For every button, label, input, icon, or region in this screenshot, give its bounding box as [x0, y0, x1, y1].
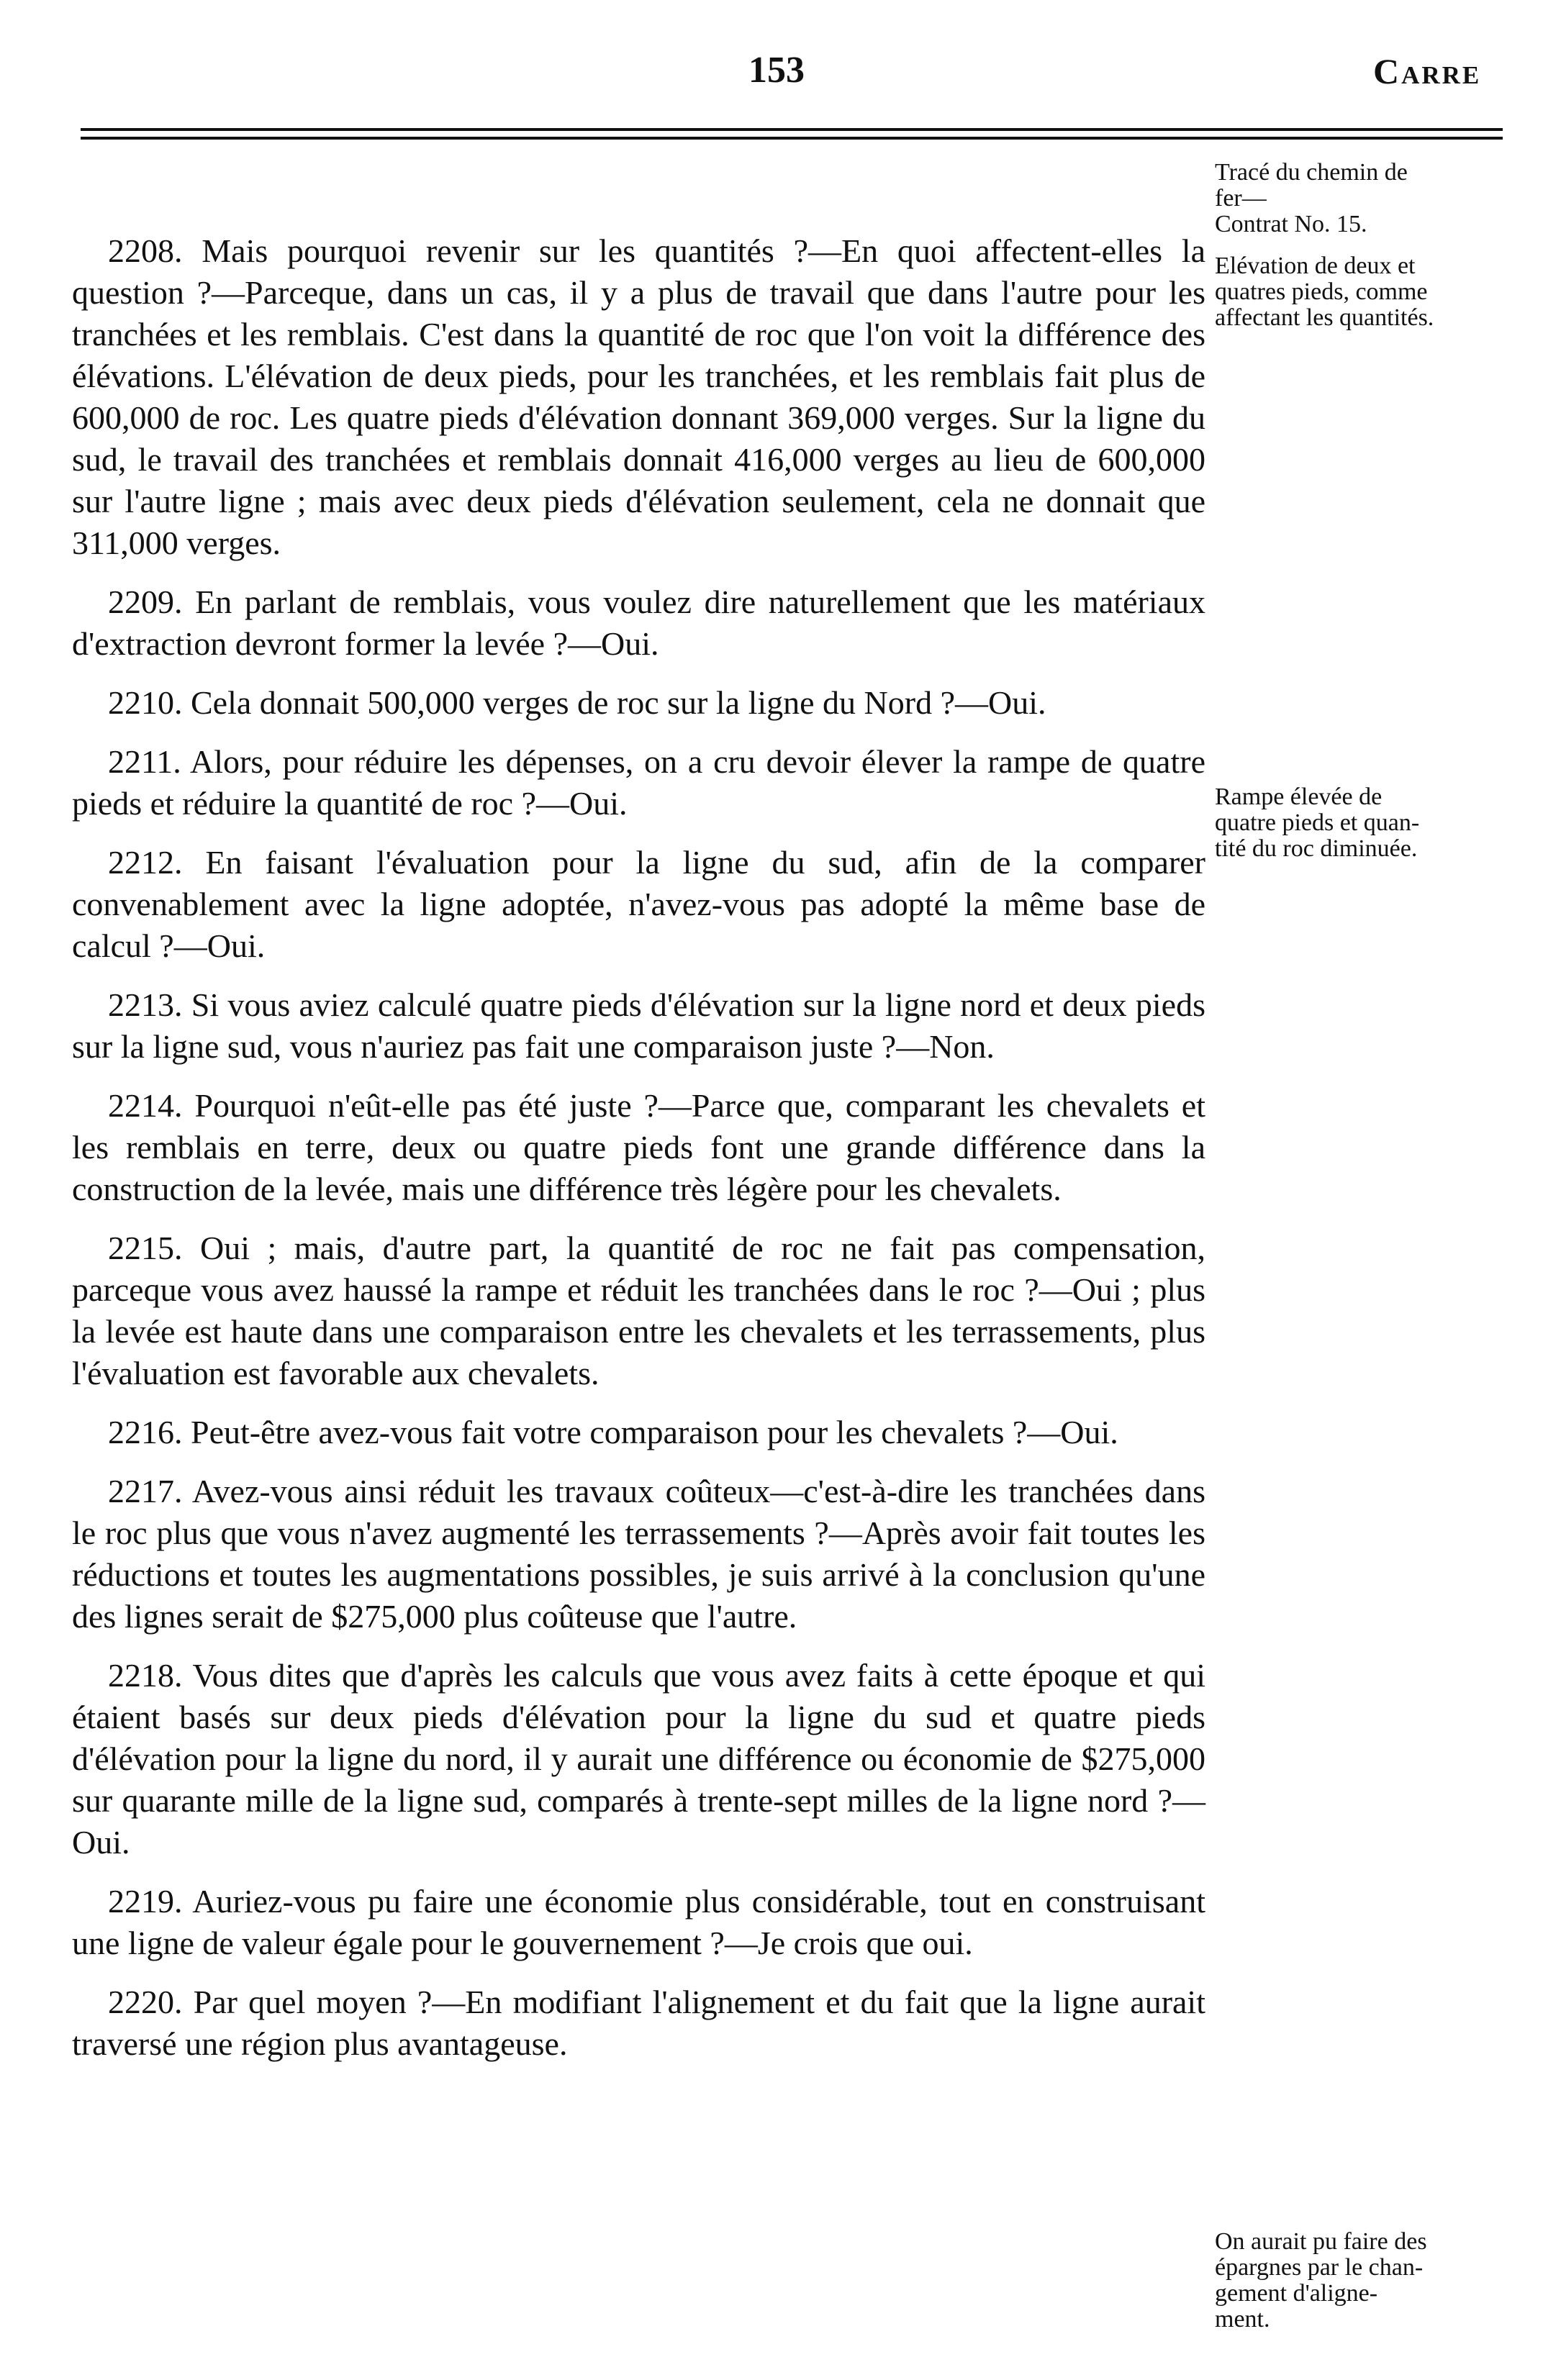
- sidenote: [1215, 2229, 1503, 2333]
- page-number: 153: [748, 50, 805, 91]
- sidenote: [1215, 160, 1503, 237]
- paragraph-2209: 2209. En parlant de remblais, vous voulez dire naturellement que les matériaux d'extraction devront former la levée ?—Oui.: [72, 583, 1205, 662]
- paragraph-2216: 2216. Peut-être avez-vous fait votre comparaison pour les chevalets ?—Oui.: [108, 1414, 1118, 1450]
- page-header: [0, 43, 1561, 101]
- paragraph-2219: 2219. Auriez-vous pu faire une économie plus considérable, tout en construisant une ligne de valeur égale pour le gouvernement ?—Je crois que oui.: [72, 1883, 1205, 1961]
- paragraph-2211: 2211. Alors, pour réduire les dépenses, on a cru devoir élever la rampe de quatre pieds et réduire la quantité de roc ?—Oui.: [72, 743, 1205, 822]
- sidenote-line: Tracé du chemin de: [1215, 159, 1408, 186]
- paragraph-2220: 2220. Par quel moyen ?—En modifiant l'alignement et du fait que la ligne aurait traversé une région plus avantageuse.: [72, 1984, 1205, 2062]
- sidenote-line: Contrat No. 15.: [1215, 211, 1367, 237]
- sidenote-line: gement d'aligne-: [1215, 2280, 1378, 2307]
- sidenote-line: quatres pieds, comme: [1215, 278, 1428, 305]
- running-head: Carre: [1373, 51, 1482, 91]
- sidenote-line: Elévation de deux et: [1215, 253, 1416, 279]
- paragraph-2215: 2215. Oui ; mais, d'autre part, la quantité de roc ne fait pas compensation, parceque vous avez haussé la rampe et réduit les tranchées dans le roc ?—Oui ; plus la levée est haute dans une comparaison entre les chevalets et les terrassements, plus l'évaluation est favorable aux chevalets.: [72, 1230, 1205, 1391]
- paragraph-2214: 2214. Pourquoi n'eût-elle pas été juste ?—Parce que, comparant les chevalets et les remblais en terre, deux ou quatre pieds font une grande différence dans la construction de la levée, mais une différence très légère pour les chevalets.: [72, 1087, 1205, 1207]
- sidenote-line: tité du roc diminuée.: [1215, 835, 1418, 862]
- main-text: [72, 230, 1205, 2082]
- sidenote-line: épargnes par le chan-: [1215, 2254, 1424, 2281]
- header-rule: [81, 137, 1503, 140]
- sidenote-line: Rampe élevée de: [1215, 784, 1383, 810]
- sidenote-line: ment.: [1215, 2306, 1270, 2333]
- paragraph-2213: 2213. Si vous aviez calculé quatre pieds d'élévation sur la ligne nord et deux pieds sur la ligne sud, vous n'auriez pas fait une comparaison juste ?—Non.: [72, 986, 1205, 1065]
- paragraph-2218: 2218. Vous dites que d'après les calculs que vous avez faits à cette époque et qui étaient basés sur deux pieds d'élévation pour la ligne du sud et quatre pieds d'élévation pour la ligne du nord, il y aurait une différence ou économie de $275,000 sur quarante mille de la ligne sud, comparés à trente-sept milles de la ligne nord ?—Oui.: [72, 1657, 1205, 1861]
- header-rule: [81, 128, 1503, 131]
- sidenote-line: affectant les quantités.: [1215, 304, 1434, 331]
- sidenote: [1215, 253, 1503, 331]
- sidenote-line: fer—: [1215, 185, 1267, 212]
- paragraph-2208: 2208. Mais pourquoi revenir sur les quantités ?—En quoi affectent-elles la question ?—Parceque, dans un cas, il y a plus de travail que dans l'autre pour les tranchées et les remblais. C'est dans la quantité de roc que l'on voit la différence des élévations. L'élévation de deux pieds, pour les tranchées, et les remblais fait plus de 600,000 de roc. Les quatre pieds d'élévation donnant 369,000 verges. Sur la ligne du sud, le travail des tranchées et remblais donnait 416,000 verges au lieu de 600,000 sur l'autre ligne ; mais avec deux pieds d'élévation seulement, cela ne donnait que 311,000 verges.: [72, 232, 1205, 561]
- paragraph-2217: 2217. Avez-vous ainsi réduit les travaux coûteux—c'est-à-dire les tranchées dans le roc plus que vous n'avez augmenté les terrassements ?—Après avoir fait toutes les réductions et toutes les augmentations possibles, je suis arrivé à la conclusion qu'une des lignes serait de $275,000 plus coûteuse que l'autre.: [72, 1473, 1205, 1635]
- sidenote: [1215, 784, 1503, 862]
- paragraph-2210: 2210. Cela donnait 500,000 verges de roc sur la ligne du Nord ?—Oui.: [108, 684, 1046, 721]
- sidenote-line: On aurait pu faire des: [1215, 2228, 1427, 2255]
- sidenote-line: quatre pieds et quan-: [1215, 809, 1420, 836]
- paragraph-2212: 2212. En faisant l'évaluation pour la ligne du sud, afin de la comparer convenablement avec la ligne adoptée, n'avez-vous pas adopté la même base de calcul ?—Oui.: [72, 844, 1205, 964]
